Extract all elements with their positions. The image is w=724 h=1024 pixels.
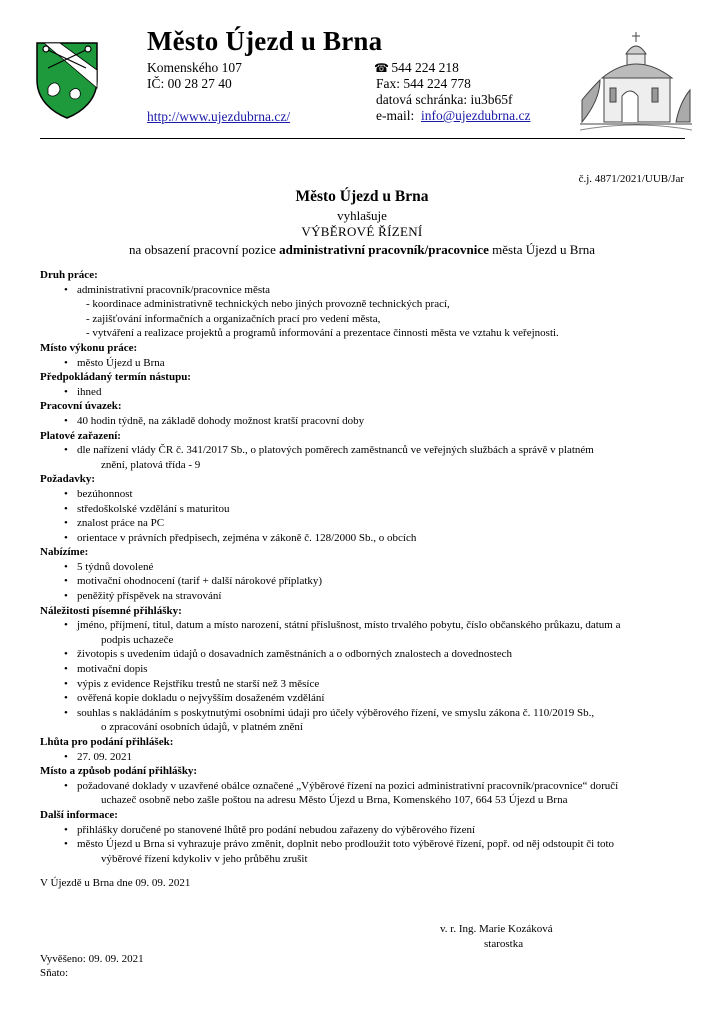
header-divider (40, 138, 685, 139)
list-item: • výpis z evidence Rejstříku trestů ne starší než 3 měsíce (64, 677, 686, 692)
issue-date: V Újezdě u Brna dne 09. 09. 2021 (40, 877, 191, 889)
email-line (376, 108, 531, 124)
website-link[interactable] (147, 109, 290, 125)
document-content (40, 268, 686, 866)
list-item-line: znění, platová třída - 9 (101, 458, 201, 471)
list-item-line: požadované doklady v uzavřené obálce označené „Výběrové řízení na pozici administrativní pracovník/pracovnice“ doručí (77, 779, 619, 792)
signature-role: starostka (484, 938, 524, 950)
list-item (64, 837, 686, 866)
position-post: města Újezd u Brna (492, 242, 596, 257)
list-item: • přihlášky doručené po stanovené lhůtě pro podání nebudou zařazeny do výběrového řízení (64, 823, 686, 838)
town-crest-icon (34, 40, 100, 120)
fax-number: Fax: 544 224 778 (376, 76, 471, 91)
section-title: Platové zařazení: (40, 429, 121, 442)
list-item-line: souhlas s nakládáním s poskytnutými osobními údaji pro účely výběrového řízení, ve smyslu zákona č. 110/2019 Sb., (77, 706, 595, 719)
email-link[interactable]: info@ujezdubrna.cz (420, 108, 531, 123)
list-item: • 27. 09. 2021 (64, 750, 686, 765)
section-title: Požadavky: (40, 473, 95, 486)
list-item-line: podpis uchazeče (101, 633, 174, 646)
website-link-text[interactable]: http://www.ujezdubrna.cz/ (147, 109, 291, 124)
phone-number: 544 224 218 (391, 60, 459, 75)
section-title: Nabízíme: (40, 546, 89, 559)
list-item-line: jméno, příjmení, titul, datum a místo narození, státní příslušnost, místo trvalého pobytu, číslo občanského průkazu, datum a (77, 619, 621, 632)
list-item: • ověřená kopie dokladu o nejvyšším dosaženém vzdělání (64, 691, 686, 706)
section-title: Náležitosti písemné přihlášky: (40, 604, 182, 617)
list-item: • peněžitý příspěvek na stravování (64, 589, 686, 604)
list-item: • 40 hodin týdně, na základě dohody možnost kratší pracovní doby (64, 414, 686, 429)
phone-line (374, 60, 459, 76)
removed-date: Sňato: (40, 967, 69, 979)
posting-info (40, 952, 144, 980)
list-item (64, 779, 686, 808)
list-item: • orientace v právních předpisech, zejména v zákoně č. 128/2000 Sb., o obcích (64, 531, 686, 546)
list-item-line: o zpracování osobních údajů, v platném znění (101, 721, 303, 734)
doc-heading: Město Újezd u Brna (295, 188, 429, 205)
sub-item: - zajišťování informačních a organizačních prací pro vedení města, (86, 312, 381, 325)
reference-number: č.j. 4871/2021/UUB/Jar (578, 173, 684, 185)
list-item (64, 443, 686, 472)
email-label: e-mail: (376, 108, 415, 123)
databox: datová schránka: iu3b65f (376, 92, 513, 107)
list-item: • město Újezd u Brna (64, 356, 686, 371)
announces-text: vyhlašuje (337, 208, 387, 223)
list-item-line: uchazeč osobně nebo zašle poštou na adresu Město Újezd u Brna, Komenského 107, 664 53 Újezd u Brna (101, 794, 568, 807)
list-item: • znalost práce na PC (64, 516, 686, 531)
list-item: • středoškolské vzdělání s maturitou (64, 502, 686, 517)
address: Komenského 107 (147, 60, 242, 75)
section-title: Další informace: (40, 808, 118, 821)
list-item-line: město Újezd u Brna si vyhrazuje právo změnit, doplnit nebo prodloužit toto výběrové řízení, popř. od něj odstoupit či toto (77, 838, 615, 851)
position-line (0, 242, 724, 258)
sub-item: - koordinace administrativně technických nebo jiných provozně technických prací, (86, 298, 450, 311)
list-item: • motivační ohodnocení (tarif + další nárokové příplatky) (64, 574, 686, 589)
section-title: Pracovní úvazek: (40, 400, 122, 413)
ic-number: IČ: 00 28 27 40 (147, 76, 232, 91)
competition-title: VÝBĚROVÉ ŘÍZENÍ (301, 224, 423, 239)
section-title: Místo výkonu práce: (40, 341, 138, 354)
list-item: • 5 týdnů dovolené (64, 560, 686, 575)
section-title: Místo a způsob podání přihlášky: (40, 765, 198, 778)
section-title: Druh práce: (40, 269, 98, 281)
list-item-line: výběrové řízení kdykoliv v jeho průběhu zrušit (101, 852, 308, 865)
posted-date: Vyvěšeno: 09. 09. 2021 (40, 953, 144, 965)
position-pre: na obsazení pracovní pozice (128, 242, 276, 257)
list-item: • životopis s uvedením údajů o dosavadních zaměstnáních a o odborných znalostech a dovednostech (64, 647, 686, 662)
signature-name: v. r. Ing. Marie Kozáková (440, 923, 553, 935)
section-title: Předpokládaný termín nástupu: (40, 371, 191, 384)
list-item: • administrativní pracovník/pracovnice města (64, 283, 686, 298)
chapel-illustration-icon (580, 30, 692, 132)
section-title: Lhůta pro podání přihlášek: (40, 736, 174, 748)
list-item: • motivační dopis (64, 662, 686, 677)
list-item: • ihned (64, 385, 686, 400)
sub-item: - vytváření a realizace projektů a programů informování a prezentace činnosti města ve vztahu k veřejnosti. (86, 327, 559, 340)
town-title: Město Újezd u Brna (147, 26, 383, 56)
position-name: administrativní pracovník/pracovnice (279, 242, 489, 257)
phone-icon: ☎ (374, 61, 389, 75)
list-item: • bezúhonnost (64, 487, 686, 502)
list-item (64, 706, 686, 735)
list-item (64, 618, 686, 647)
list-item-line: dle nařízení vlády ČR č. 341/2017 Sb., o platových poměrech zaměstnanců ve veřejných službách a správě v platném (77, 444, 594, 457)
